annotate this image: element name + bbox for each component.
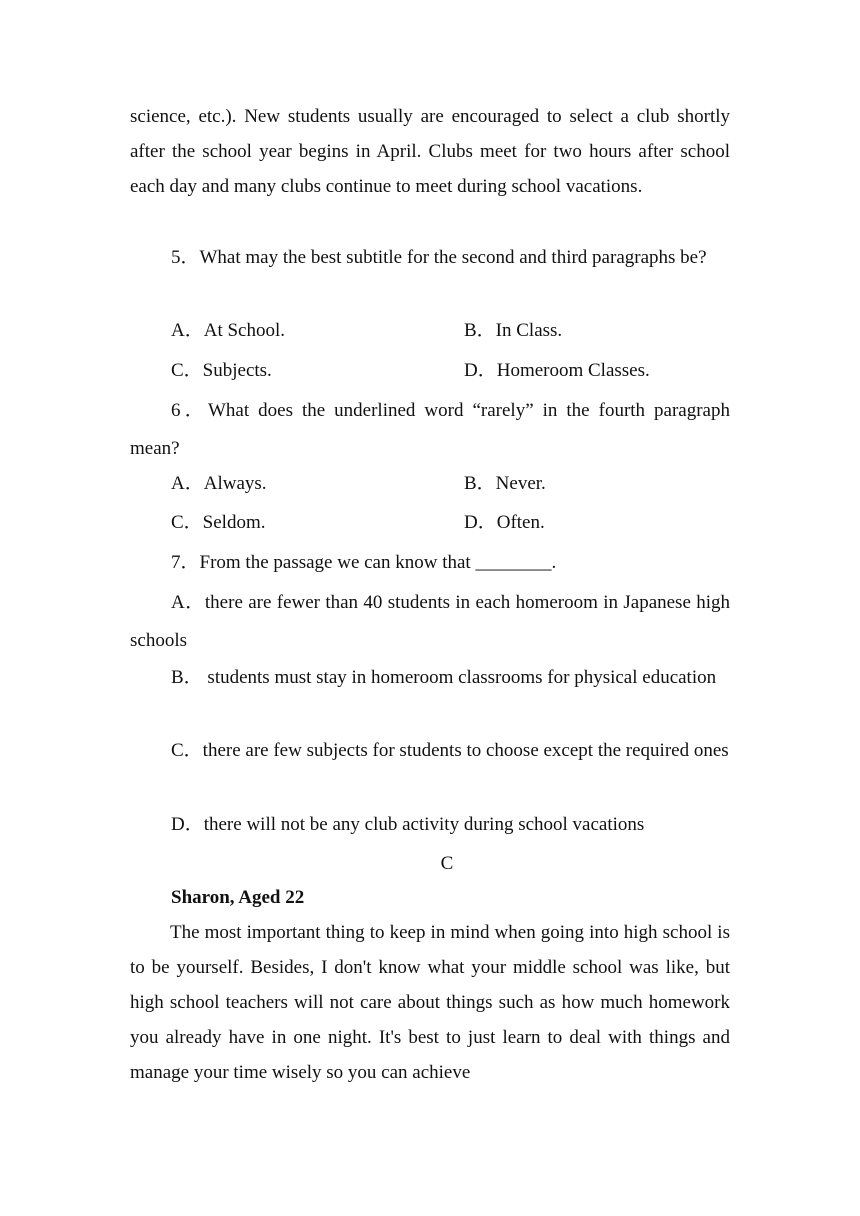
question-5-stem: 5．What may the best subtitle for the second and third paragraphs be? (171, 247, 707, 268)
q7-option-a[interactable]: A．there are fewer than 40 students in each homeroom in Japanese high schools (130, 592, 730, 651)
q5-option-d[interactable]: D．Homeroom Classes. (464, 360, 650, 381)
section-c-paragraph: The most important thing to keep in mind when going into high school is to be yourself. Besides, I don't know what your middle school was like, but high school teachers will not care about things such as how much homework you already have in one night. It's best to just learn to deal with things and manage your time wisely so you can achieve (130, 922, 730, 1083)
q5-option-c[interactable]: C．Subjects. (171, 360, 272, 381)
q5-option-a[interactable]: A．At School. (171, 320, 286, 341)
q6-option-d[interactable]: D．Often. (464, 512, 545, 533)
q7-option-d[interactable]: D．there will not be any club activity during school vacations (171, 814, 645, 835)
passage-b-ending: science, etc.). New students usually are encouraged to select a club shortly after the school year begins in April. Clubs meet for two hours after school each day and many clubs continue to meet during school vacations. (130, 106, 730, 197)
section-label: C (440, 853, 454, 874)
question-6-stem: 6．What does the underlined word “rarely” in the fourth paragraph mean? (130, 400, 730, 459)
q6-option-a[interactable]: A．Always. (171, 473, 267, 494)
q6-option-c[interactable]: C．Seldom. (171, 512, 266, 533)
q7-option-c[interactable]: C．there are few subjects for students to choose except the required ones (171, 740, 729, 761)
q7-option-b[interactable]: B． students must stay in homeroom classrooms for physical education (171, 667, 717, 688)
q6-option-b[interactable]: B．Never. (464, 473, 546, 494)
section-c-heading: Sharon, Aged 22 (171, 887, 305, 908)
q5-option-b[interactable]: B．In Class. (464, 320, 563, 341)
question-7-stem: 7．From the passage we can know that ________. (171, 552, 557, 573)
